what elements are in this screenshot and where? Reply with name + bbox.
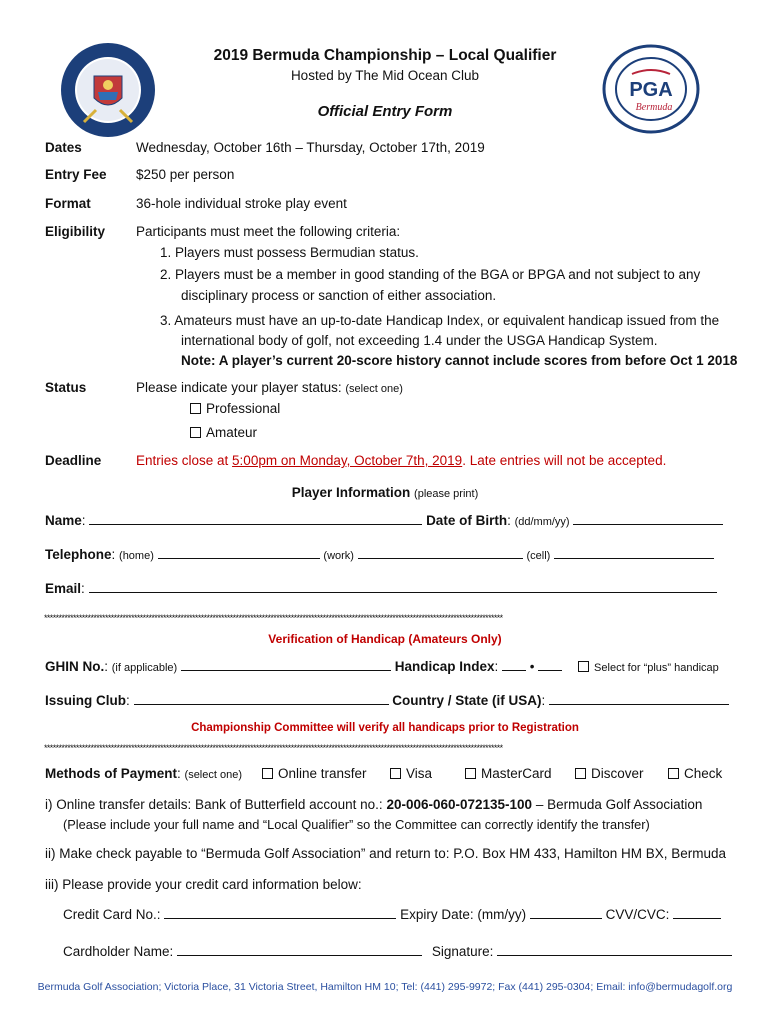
status-option-amateur[interactable] (190, 425, 257, 440)
ghin-row: GHIN No.: (if applicable) Handicap Index: • Select for “plus” handicap (45, 659, 719, 674)
email-label: Email (45, 581, 82, 596)
plus-handicap-option[interactable] (578, 659, 719, 674)
club-label: Issuing Club (45, 693, 126, 708)
svg-text:PGA: PGA (629, 79, 673, 101)
player-info-hint: (please print) (414, 488, 479, 500)
svg-text:Bermuda: Bermuda (635, 102, 673, 113)
fee-label: Entry Fee (45, 167, 107, 182)
deadline-pre: Entries close at (136, 453, 233, 468)
email-field[interactable] (89, 580, 717, 593)
cardholder-row (63, 943, 732, 959)
cvv-field[interactable] (673, 906, 721, 919)
payment-option-discover[interactable] (575, 766, 644, 781)
credit-card-row (63, 906, 721, 922)
cc-number-field[interactable] (164, 906, 396, 919)
status-prompt-text: Please indicate your player status: (136, 380, 342, 395)
fee-value: $250 per person (136, 167, 235, 182)
deadline-post: . Late entries will not be accepted. (462, 453, 667, 468)
club-row: Issuing Club: Country / State (if USA): (45, 692, 725, 708)
online-transfer-post: – Bermuda Golf Association (532, 797, 703, 812)
deadline-label: Deadline (45, 453, 102, 468)
criteria-item: disciplinary process or sanction of either association. (181, 288, 497, 303)
eligibility-label: Eligibility (45, 224, 106, 239)
criteria-item: 3. Amateurs must have an up-to-date Handicap Index, or equivalent handicap issued from the (160, 313, 720, 328)
cvv-label: CVV/CVC: (605, 907, 670, 922)
name-label: Name (45, 513, 82, 528)
status-option-label: Professional (206, 401, 281, 416)
name-field[interactable] (89, 512, 422, 525)
credit-intro: iii) Please provide your credit card information below: (45, 877, 362, 892)
expiry-label: Expiry Date: (mm/yy) (400, 907, 527, 922)
payment-option-label: Check (684, 766, 723, 781)
ghin-field[interactable] (181, 658, 391, 671)
dob-label: Date of Birth (426, 513, 508, 528)
host-line: Hosted by The Mid Ocean Club (290, 68, 480, 83)
checkbox-icon[interactable] (190, 403, 201, 414)
deadline-text (136, 453, 666, 468)
separator: ************************************************************************************************************************************************************** (44, 743, 503, 753)
eligibility-note: Note: A player’s current 20-score history cannot include scores from before Oct 1 2018 (181, 353, 738, 368)
index-label: Handicap Index (394, 659, 495, 674)
index-dot: • (529, 659, 535, 674)
online-transfer-pre: i) Online transfer details: Bank of Butterfield account no.: (45, 797, 387, 812)
cell-hint: (cell) (526, 550, 551, 562)
signature-field[interactable] (497, 943, 732, 956)
footer-contact: Bermuda Golf Association; Victoria Place, 31 Victoria Street, Hamilton HM 10; Tel: (441) 295-9972; Fax (441) 295-0304; Email: info@bermudagolf.org (37, 981, 733, 993)
holder-label: Cardholder Name: (63, 944, 174, 959)
dates-value: Wednesday, October 16th – Thursday, October 17th, 2019 (136, 140, 485, 155)
name-row: Name: Date of Birth: (dd/mm/yy) (45, 512, 725, 528)
checkbox-icon[interactable] (668, 768, 679, 779)
home-hint: (home) (119, 550, 154, 562)
criteria-item: international body of golf, not exceeding 1.4 under the USGA Handicap System. (181, 333, 658, 348)
player-info-heading (0, 485, 770, 500)
checkbox-icon[interactable] (390, 768, 401, 779)
payment-label: Methods of Payment (45, 766, 178, 781)
payment-label-group: Methods of Payment: (select one) (45, 766, 243, 781)
work-hint: (work) (323, 550, 354, 562)
payment-hint: (select one) (184, 769, 243, 781)
country-label: Country / State (if USA) (392, 693, 542, 708)
cc-label: Credit Card No.: (63, 907, 161, 922)
ghin-hint: (if applicable) (111, 662, 178, 674)
handicap-heading: Verification of Handicap (Amateurs Only) (268, 632, 502, 646)
payment-option-label: Visa (406, 766, 433, 781)
telephone-row: Telephone: (home) (work) (cell) (45, 546, 725, 562)
status-label: Status (45, 380, 87, 395)
work-phone-field[interactable] (358, 546, 523, 559)
checkbox-icon[interactable] (578, 661, 589, 672)
checkbox-icon[interactable] (575, 768, 586, 779)
payment-option-label: Discover (591, 766, 644, 781)
index-whole-field[interactable] (502, 658, 526, 671)
eligibility-intro: Participants must meet the following criteria: (136, 224, 401, 239)
expiry-field[interactable] (530, 906, 602, 919)
account-number: 20-006-060-072135-100 (386, 797, 533, 812)
payment-option-online[interactable] (262, 766, 367, 781)
cell-phone-field[interactable] (554, 546, 714, 559)
player-info-title: Player Information (291, 485, 411, 500)
document-title: 2019 Bermuda Championship – Local Qualifier (213, 47, 557, 64)
plus-handicap-label: Select for “plus” handicap (594, 662, 719, 674)
online-transfer-note: (Please include your full name and “Local Qualifier” so the Committee can correctly identify the transfer) (63, 817, 650, 832)
payment-option-check[interactable] (668, 766, 722, 781)
home-phone-field[interactable] (158, 546, 320, 559)
telephone-label: Telephone (45, 547, 112, 562)
status-option-professional[interactable] (190, 401, 280, 416)
status-prompt (136, 380, 403, 395)
criteria-item: 1. Players must possess Bermudian status. (160, 245, 419, 260)
deadline-date: 5:00pm on Monday, October 7th, 2019 (232, 453, 463, 468)
payment-option-label: MasterCard (481, 766, 552, 781)
committee-note: Championship Committee will verify all handicaps prior to Registration (191, 722, 579, 734)
payment-option-visa[interactable] (390, 766, 432, 781)
checkbox-icon[interactable] (262, 768, 273, 779)
dates-label: Dates (45, 140, 82, 155)
checkbox-icon[interactable] (190, 427, 201, 438)
format-value: 36-hole individual stroke play event (136, 196, 347, 211)
checkbox-icon[interactable] (465, 768, 476, 779)
ghin-label: GHIN No. (45, 659, 105, 674)
dob-hint: (dd/mm/yy) (514, 516, 570, 528)
country-field[interactable] (549, 692, 729, 705)
status-hint: (select one) (345, 383, 403, 395)
email-row: Email: (45, 580, 725, 596)
criteria-item: 2. Players must be a member in good standing of the BGA or BPGA and not subject to any (160, 267, 701, 282)
index-decimal-field[interactable] (538, 658, 562, 671)
separator: ************************************************************************************************************************************************************** (44, 613, 503, 623)
signature-label: Signature: (431, 944, 494, 959)
check-instructions: ii) Make check payable to “Bermuda Golf Association” and return to: P.O. Box HM 433, Hamilton HM BX, Bermuda (45, 846, 727, 861)
holder-field[interactable] (177, 943, 422, 956)
club-field[interactable] (134, 692, 389, 705)
status-option-label: Amateur (206, 425, 258, 440)
online-transfer-line (45, 797, 702, 812)
dob-field[interactable] (573, 512, 723, 525)
payment-option-label: Online transfer (278, 766, 367, 781)
format-label: Format (45, 196, 91, 211)
form-title: Official Entry Form (317, 103, 453, 120)
payment-option-mastercard[interactable] (465, 766, 552, 781)
